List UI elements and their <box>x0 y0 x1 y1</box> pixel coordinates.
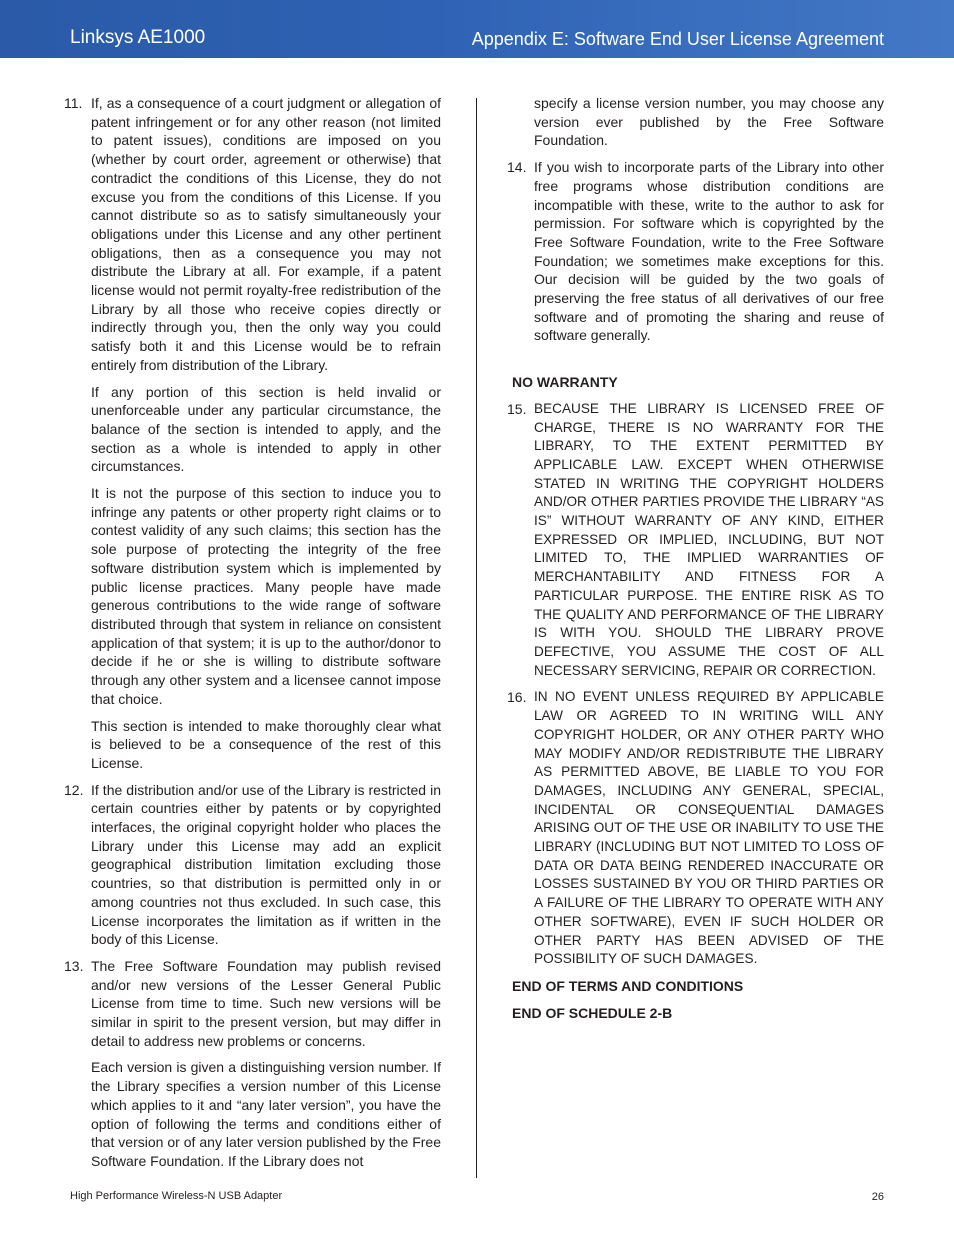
section-number: 14. <box>507 159 527 176</box>
page-header <box>0 0 954 58</box>
paragraph: If the distribution and/or use of the Library is restricted in certain countries either by patents or by copyrighted interfaces, the original copyright holder who places the Library under this License may add an explicit geographical distribution limitation excluding those countries, so that distribution is permitted only in or among countries not thus excluded. In such case, this License incorporates the limitation as if written in the body of this License. <box>91 781 441 948</box>
no-warranty-heading: NO WARRANTY <box>512 374 618 391</box>
section-11 <box>64 94 441 773</box>
section-15 <box>507 400 884 681</box>
paragraph: If any portion of this section is held invalid or unenforceable under any particular circumstance, the balance of the section is intended to apply, and the section as a whole is intended to apply in other circumstances. <box>91 383 441 475</box>
section-number: 12. <box>64 781 84 798</box>
paragraph: If, as a consequence of a court judgment or allegation of patent infringement or for any other reason (not limited to patent issues), conditions are imposed on you (whether by court order, agreement or otherwise) that contradict the conditions of this License, they do not excuse you from the conditions of this License. If you cannot distribute so as to satisfy simultaneously your obligations under this License and any other pertinent obligations, then as a consequence you may not distribute the Library at all. For example, if a patent license would not permit royalty-free redistribution of the Library by all those who receive copies directly or indirectly through you, then the only way you could satisfy both it and this License would be to refrain entirely from distribution of the Library. <box>91 95 441 373</box>
page-number: 26 <box>871 1191 884 1203</box>
section-number: 15. <box>507 400 527 417</box>
section-12 <box>64 781 441 949</box>
section-13-continued <box>534 94 884 150</box>
right-column <box>507 94 884 1030</box>
paragraph: BECAUSE THE LIBRARY IS LICENSED FREE OF CHARGE, THERE IS NO WARRANTY FOR THE LIBRARY, TO THE EXTENT PERMITTED BY APPLICABLE LAW. EXCEPT WHEN OTHERWISE STATED IN WRITING THE COPYRIGHT HOLDERS AND/OR OTHER PARTIES PROVIDE THE LIBRARY “AS IS” WITHOUT WARRANTY OF ANY KIND, EITHER EXPRESSED OR IMPLIED, INCLUDING, BUT NOT LIMITED TO, THE IMPLIED WARRANTIES OF MERCHANTABILITY AND FITNESS FOR A PARTICULAR PURPOSE. THE ENTIRE RISK AS TO THE QUALITY AND PERFORMANCE OF THE LIBRARY IS WITH YOU. SHOULD THE LIBRARY PROVE DEFECTIVE, YOU ASSUME THE COST OF ALL NECESSARY SERVICING, REPAIR OR CORRECTION. <box>534 400 884 678</box>
footer-product-description: High Performance Wireless-N USB Adapter <box>70 1190 283 1202</box>
paragraph: If you wish to incorporate parts of the Library into other free programs whose distribution conditions are incompatible with these, write to the author to ask for permission. For software which is copyrighted by the Free Software Foundation, write to the Free Software Foundation; we sometimes make exceptions for this. Our decision will be guided by the two goals of preserving the free status of all derivatives of our free software and of promoting the sharing and reuse of software generally. <box>534 159 884 344</box>
section-number: 16. <box>507 689 527 706</box>
section-16 <box>507 688 884 969</box>
paragraph: This section is intended to make thoroughly clear what is believed to be a consequence of the rest of this License. <box>91 717 441 771</box>
column-divider <box>476 98 477 1178</box>
end-terms-heading: END OF TERMS AND CONDITIONS <box>512 977 744 994</box>
paragraph: The Free Software Foundation may publish revised and/or new versions of the Lesser General Public License from time to time. Such new versions will be similar in spirit to the present version, but may differ in detail to address new problems or concerns. <box>91 957 441 1049</box>
section-14 <box>507 158 884 345</box>
left-column <box>64 94 441 1179</box>
paragraph: specify a license version number, you may choose any version ever published by the Free Software Foundation. <box>534 95 884 149</box>
paragraph: Each version is given a distinguishing version number. If the Library specifies a version number of this License which applies to it and “any later version”, you have the option of following the terms and conditions either of that version or of any later version published by the Free Software Foundation. If the Library does not <box>91 1059 441 1169</box>
section-title: Appendix E: Software End User License Agreement <box>471 29 884 49</box>
product-name: Linksys AE1000 <box>70 27 206 48</box>
paragraph: It is not the purpose of this section to induce you to infringe any patents or other property right claims or to contest validity of any such claims; this section has the sole purpose of protecting the integrity of the free software distribution system which is implemented by public license practices. Many people have made generous contributions to the wide range of software distributed through that system in reliance on consistent application of that system; it is up to the author/donor to decide if he or she is willing to distribute software through any other system and a licensee cannot impose that choice. <box>91 485 441 707</box>
section-13 <box>64 957 441 1171</box>
end-schedule-heading: END OF SCHEDULE 2-B <box>512 1004 673 1021</box>
section-number: 13. <box>64 957 84 974</box>
paragraph: IN NO EVENT UNLESS REQUIRED BY APPLICABLE LAW OR AGREED TO IN WRITING WILL ANY COPYRIGHT HOLDER, OR ANY OTHER PARTY WHO MAY MODIFY AND/OR REDISTRIBUTE THE LIBRARY AS PERMITTED ABOVE, BE LIABLE TO YOU FOR DAMAGES, INCLUDING ANY GENERAL, SPECIAL, INCIDENTAL OR CONSEQUENTIAL DAMAGES ARISING OUT OF THE USE OR INABILITY TO USE THE LIBRARY (INCLUDING BUT NOT LIMITED TO LOSS OF DATA OR DATA BEING RENDERED INACCURATE OR LOSSES SUSTAINED BY YOU OR THIRD PARTIES OR A FAILURE OF THE LIBRARY TO OPERATE WITH ANY OTHER SOFTWARE), EVEN IF SUCH HOLDER OR OTHER PARTY HAS BEEN ADVISED OF THE POSSIBILITY OF SUCH DAMAGES. <box>534 689 884 967</box>
section-number: 11. <box>64 95 83 111</box>
